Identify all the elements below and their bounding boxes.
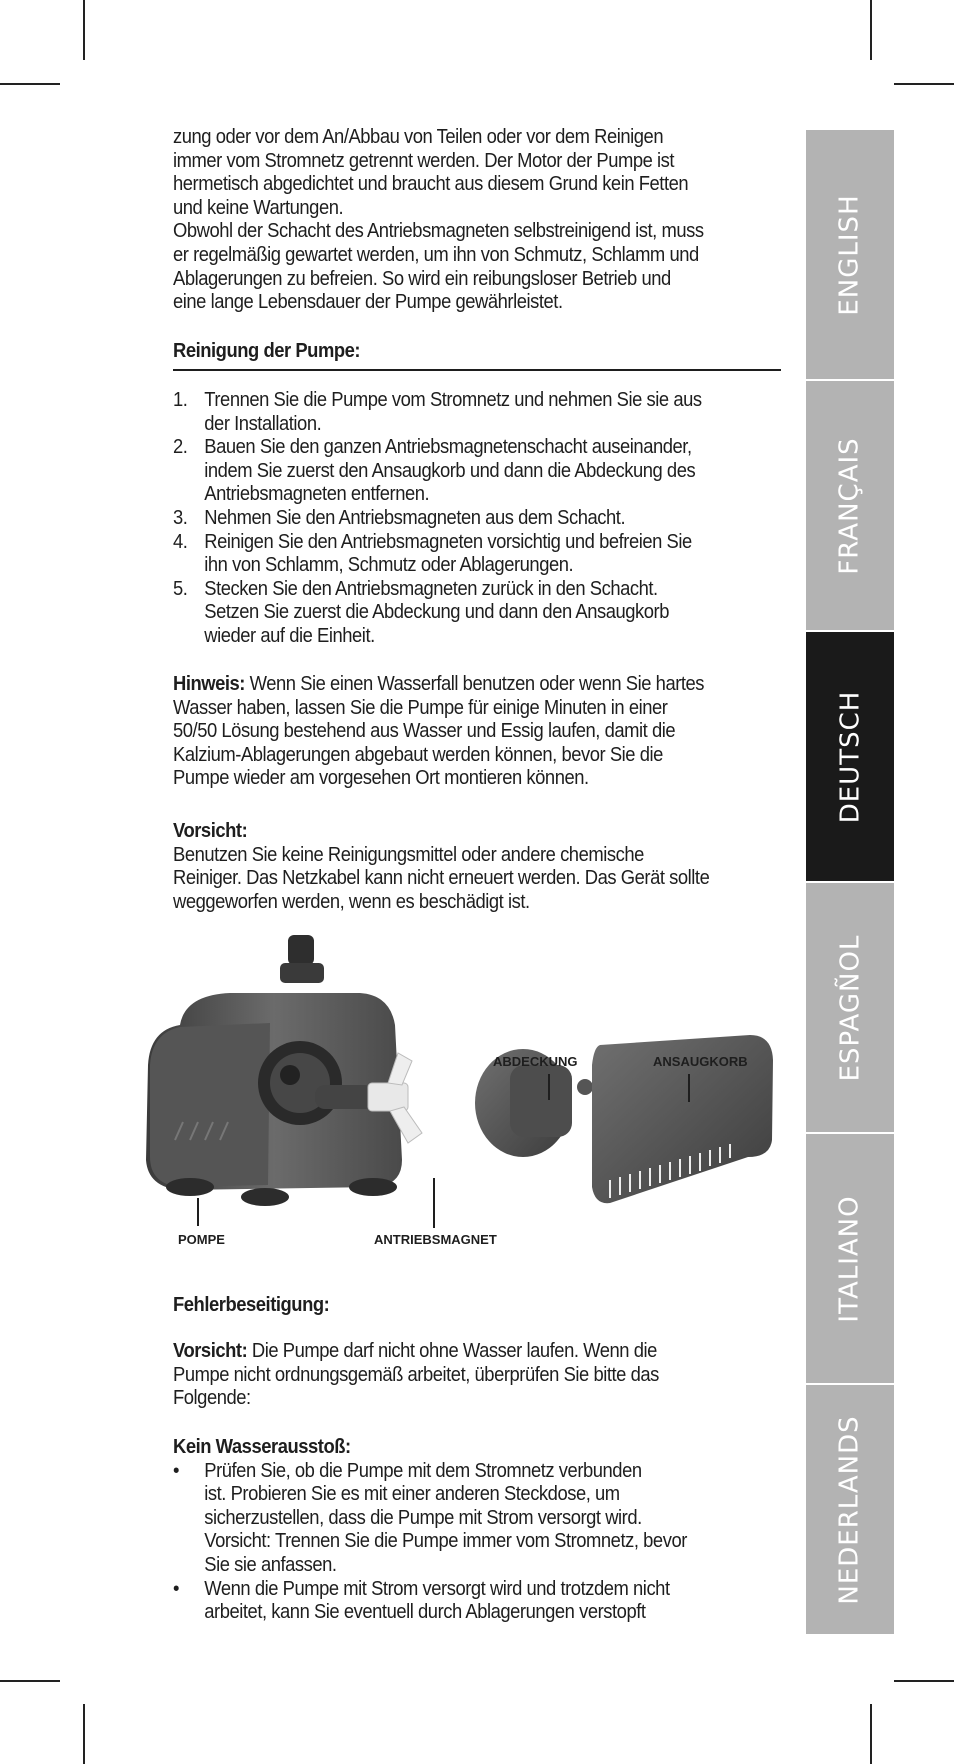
text-line: arbeitet, kann Sie eventuell durch Ablagerungen verstopft — [204, 1601, 646, 1624]
cover-label-line — [548, 1074, 550, 1100]
text-line: weggeworfen werden, wenn es beschädigt ist. — [173, 890, 530, 913]
text-line: zung oder vor dem An/Abbau von Teilen oder vor dem Reinigen — [173, 126, 664, 148]
list-item — [173, 531, 785, 578]
intake-label-line — [688, 1074, 690, 1102]
tab-label: FRANÇAIS — [835, 436, 866, 575]
text-line: eine lange Lebensdauer der Pumpe gewährleistet. — [173, 291, 563, 314]
text-line: Wenn Sie einen Wasserfall benutzen oder wenn Sie hartes — [244, 673, 705, 695]
text-line: 50/50 Lösung bestehend aus Wasser und Essig laufen, damit die — [173, 720, 676, 743]
tab-label: ENGLISH — [835, 193, 866, 316]
list-item — [173, 436, 785, 507]
list-item — [173, 1578, 785, 1625]
pump-label: POMPE — [178, 1232, 225, 1247]
intake-label: ANSAUGKORB — [653, 1054, 748, 1069]
caution-block — [173, 820, 785, 914]
step-number: 2. — [173, 436, 188, 459]
text-line: und keine Wartungen. — [173, 196, 344, 219]
list-item — [173, 578, 785, 649]
section-heading: Reinigung der Pumpe: — [173, 340, 361, 362]
heading-rule — [173, 369, 781, 371]
tab-label: NEDERLANDS — [835, 1414, 866, 1605]
text-line: Folgende: — [173, 1387, 251, 1410]
text-line: Trennen Sie die Pumpe vom Stromnetz und nehmen Sie sie aus — [204, 389, 702, 411]
tab-deutsch[interactable] — [806, 632, 894, 881]
subsection-heading: Kein Wasserausstoß: — [173, 1436, 351, 1458]
tab-label: ITALIANO — [835, 1194, 866, 1323]
list-item — [173, 507, 785, 531]
text-line: Kalzium-Ablagerungen abgebaut werden können, bevor Sie die — [173, 743, 663, 766]
magnet-label: ANTRIEBSMAGNET — [374, 1232, 497, 1247]
crop-mark — [870, 0, 872, 60]
text-line: ist. Probieren Sie es mit einer anderen Steckdose, um — [204, 1483, 620, 1506]
crop-mark — [83, 1704, 85, 1764]
tab-francais[interactable] — [806, 381, 894, 630]
note-label: Hinweis: — [173, 673, 245, 695]
tab-label: ESPAGÑOL — [835, 934, 866, 1081]
tab-nederlands[interactable] — [806, 1385, 894, 1634]
text-line: Stecken Sie den Antriebsmagneten zurück in den Schacht. — [204, 577, 658, 600]
caution-label: Vorsicht: — [173, 1340, 248, 1362]
step-number: 4. — [173, 530, 188, 553]
step-number: 5. — [173, 577, 188, 600]
text-line: sicherzustellen, dass die Pumpe mit Strom versorgt wird. — [204, 1506, 642, 1529]
tab-espagnol[interactable] — [806, 883, 894, 1132]
pump-label-line — [197, 1198, 199, 1226]
crop-mark — [894, 83, 954, 85]
crop-mark — [83, 0, 85, 60]
text-line: Pumpe nicht ordnungsgemäß arbeitet, überprüfen Sie bitte das — [173, 1363, 659, 1386]
list-item — [173, 1460, 785, 1578]
note-block — [173, 673, 785, 791]
pump-body — [146, 935, 402, 1206]
crop-mark — [0, 1680, 60, 1682]
bullet-icon: • — [173, 1577, 179, 1600]
text-line: Ablagerungen zu befreien. So wird ein reibungsloser Betrieb und — [173, 267, 671, 290]
intro-paragraph — [173, 126, 785, 315]
tab-italiano[interactable] — [806, 1134, 894, 1383]
crop-mark — [870, 1704, 872, 1764]
text-line: Obwohl der Schacht des Antriebsmagneten selbstreinigend ist, muss — [173, 220, 704, 243]
trouble-caution-block — [173, 1340, 785, 1411]
text-line: ihn von Schlamm, Schmutz oder Ablagerungen. — [204, 554, 574, 577]
magnet-label-line — [433, 1178, 435, 1228]
text-line: Reiniger. Das Netzkabel kann nicht erneuert werden. Das Gerät sollte — [173, 867, 710, 890]
steps-list — [173, 389, 785, 649]
text-line: Vorsicht: Trennen Sie die Pumpe immer vom Stromnetz, bevor — [204, 1530, 687, 1553]
crop-mark — [894, 1680, 954, 1682]
text-line: indem Sie zuerst den Ansaugkorb und dann die Abdeckung des — [204, 459, 696, 482]
text-line: der Installation. — [204, 412, 322, 435]
text-line: Antriebsmagneten entfernen. — [204, 483, 430, 506]
text-line: Nehmen Sie den Antriebsmagneten aus dem Schacht. — [204, 506, 626, 529]
pump-parts-illustration — [140, 935, 780, 1275]
trouble-heading-block — [173, 1294, 785, 1318]
caution-heading: Vorsicht: — [173, 820, 248, 842]
text-line: Benutzen Sie keine Reinigungsmittel oder andere chemische — [173, 843, 644, 866]
text-line: hermetisch abgedichtet und braucht aus diesem Grund kein Fetten — [173, 173, 689, 196]
text-line: Die Pumpe darf nicht ohne Wasser laufen. Wenn die — [247, 1340, 657, 1362]
tab-label: DEUTSCH — [835, 690, 866, 823]
text-line: Wasser haben, lassen Sie die Pumpe für einige Minuten in einer — [173, 696, 668, 719]
text-line: Setzen Sie zuerst die Abdeckung und dann den Ansaugkorb — [204, 601, 669, 624]
step-number: 1. — [173, 389, 188, 411]
text-line: Sie sie anfassen. — [204, 1553, 337, 1576]
text-line: er regelmäßig gewartet werden, um ihn von Schmutz, Schlamm und — [173, 243, 699, 266]
text-line: Prüfen Sie, ob die Pumpe mit dem Stromnetz verbunden — [204, 1459, 642, 1482]
cleaning-steps — [173, 389, 785, 649]
text-line — [173, 673, 785, 697]
upper-text — [173, 126, 785, 315]
text-line: wieder auf die Einheit. — [204, 624, 375, 647]
text-line: Bauen Sie den ganzen Antriebsmagnetenschacht auseinander, — [204, 436, 692, 459]
step-number: 3. — [173, 506, 188, 529]
tab-english[interactable] — [806, 130, 894, 379]
bullet-list — [173, 1460, 785, 1625]
bullet-icon: • — [173, 1459, 179, 1482]
crop-mark — [0, 83, 60, 85]
text-line: Reinigen Sie den Antriebsmagneten vorsichtig und befreien Sie — [204, 530, 692, 553]
cleaning-heading-block — [173, 340, 785, 364]
text-line: Wenn die Pumpe mit Strom versorgt wird und trotzdem nicht — [204, 1577, 670, 1600]
text-line — [173, 1340, 785, 1364]
text-line: immer vom Stromnetz getrennt werden. Der Motor der Pumpe ist — [173, 149, 675, 172]
no-water-block — [173, 1436, 785, 1625]
list-item — [173, 389, 785, 436]
cover-label: ABDECKUNG — [493, 1054, 578, 1069]
section-heading: Fehlerbeseitigung: — [173, 1294, 330, 1316]
text-line: Pumpe wieder am vorgesehen Ort montieren können. — [173, 767, 589, 790]
